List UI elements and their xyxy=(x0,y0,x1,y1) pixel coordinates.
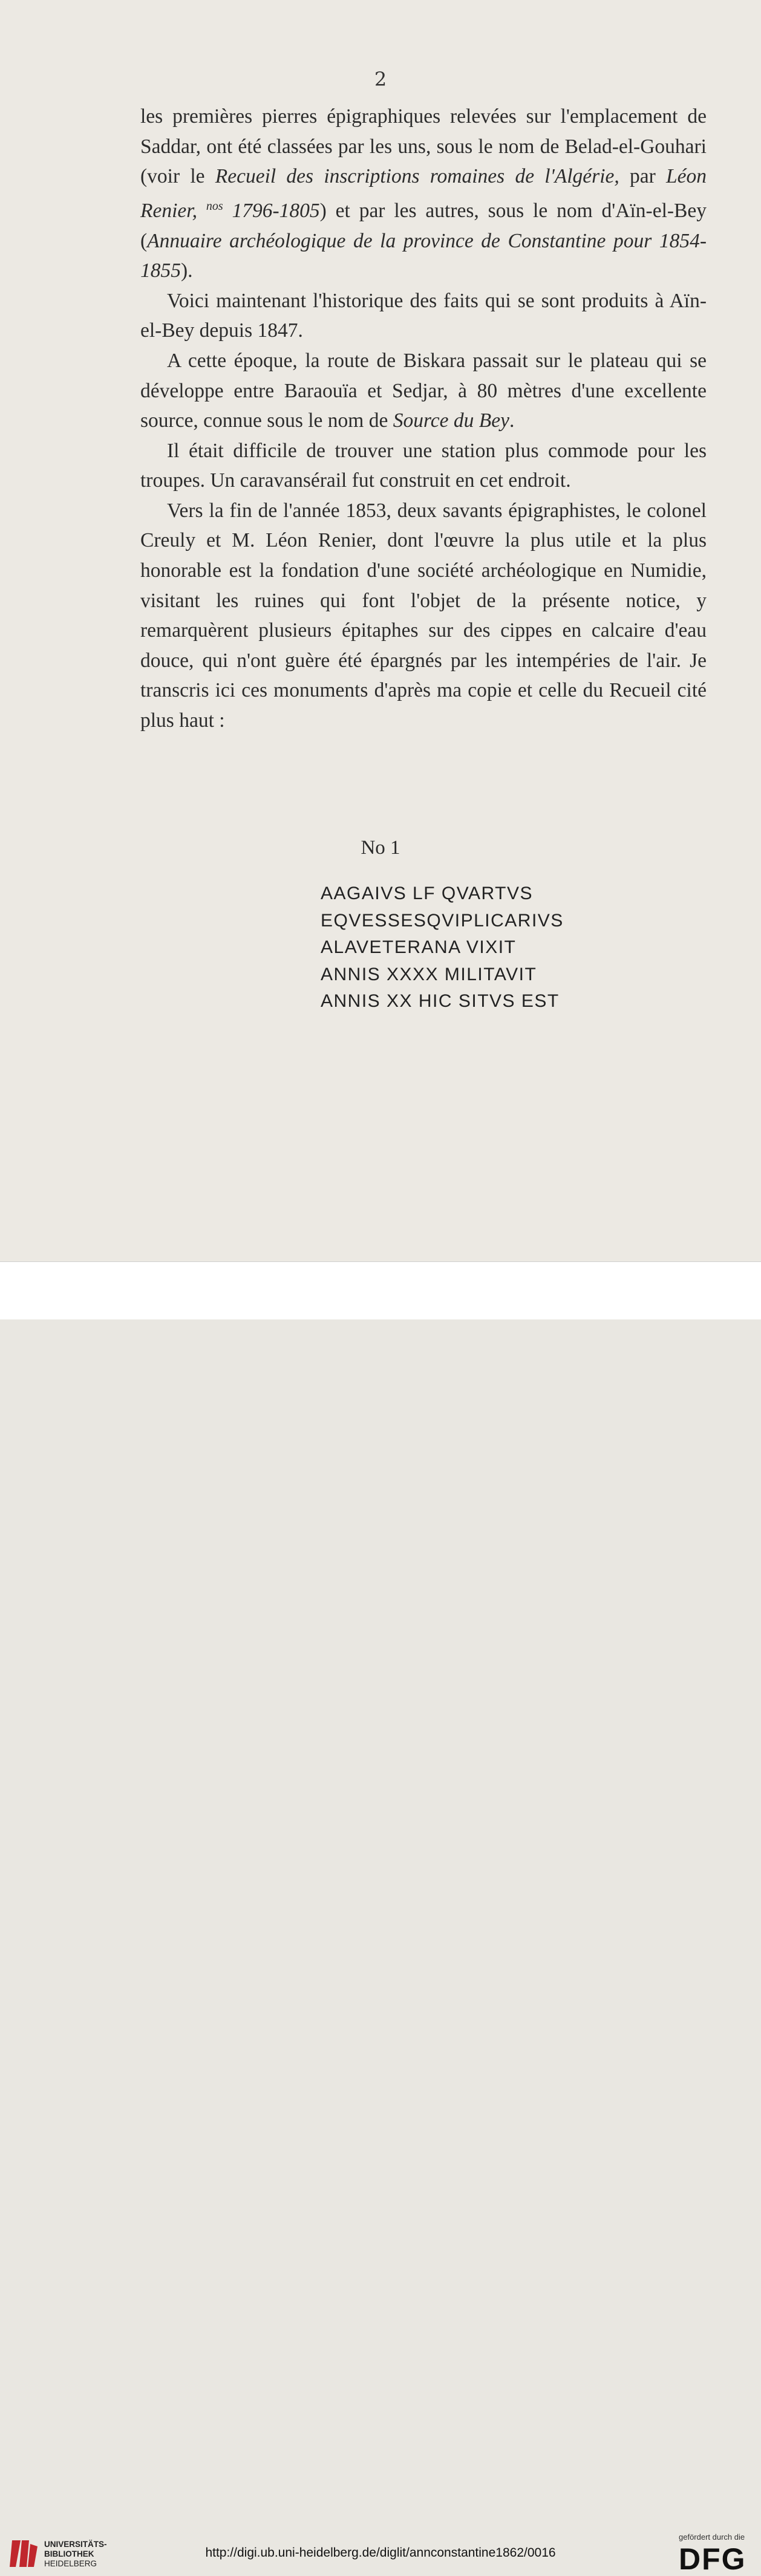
permalink-url[interactable]: http://digi.ub.uni-heidelberg.de/diglit/annconstantine1862/0016 xyxy=(205,2546,556,2560)
text-run: Voici maintenant l'historique des faits qui se sont produits à Aïn-el-Bey depuis 1847. xyxy=(140,289,707,342)
scanned-page xyxy=(0,0,761,1261)
inscription-line: ANNIS XXXX MILITAVIT xyxy=(321,964,537,984)
inscription-line: ALAVETERANA VIXIT xyxy=(321,937,517,957)
text-run: par xyxy=(619,165,666,188)
text-run: ). xyxy=(181,259,193,282)
dfg-logo: DFG xyxy=(679,2542,746,2576)
body-text xyxy=(140,102,707,736)
italic-text: Recueil des inscriptions romaines de l'Algérie, xyxy=(215,165,619,188)
paragraph xyxy=(140,496,707,736)
italic-text: Annuaire archéologique de la province de Constantine pour 1854-1855 xyxy=(140,229,707,282)
superscript-text: nos xyxy=(206,199,223,213)
text-run: les premières pierres épigraphiques relevées sur l'emplacement de Saddar, ont été classées par les uns, sous le nom de Belad-el-Gouhari (voir le xyxy=(140,105,707,188)
paragraph xyxy=(140,436,707,496)
funded-by-label: gefördert durch die xyxy=(679,2532,745,2542)
inscription-text xyxy=(321,880,564,1015)
inscription-number: No 1 xyxy=(361,837,400,859)
inscription-line: AAGAIVS LF QVARTVS xyxy=(321,883,533,903)
paragraph xyxy=(140,102,707,286)
paragraph xyxy=(140,286,707,346)
italic-text: Léon Renier, xyxy=(140,165,707,222)
text-run: . xyxy=(509,409,515,432)
library-name: UNIVERSITÄTS- BIBLIOTHEK HEIDELBERG xyxy=(44,2540,107,2568)
inscription-line: ANNIS XX HIC SITVS EST xyxy=(321,991,560,1011)
inscription-line: EQVESSESQVIPLICARIVS xyxy=(321,910,564,931)
italic-text: 1796-1805 xyxy=(232,199,320,222)
text-run: ) et par les autres, sous le nom d'Aïn-el-Bey ( xyxy=(140,199,707,252)
paragraph xyxy=(140,346,707,436)
italic-text: Source du Bey xyxy=(393,409,509,432)
text-run: Vers la fin de l'année 1853, deux savants épigraphistes, le colonel Creuly et M. Léon Renier, dont l'œuvre la plus utile et la plus honorable est la fondation d'une société archéologique en Numidie, visitant les ruines qui font l'objet de la présente notice, y remarquèrent plusieurs épitaphes sur des cippes en calcaire d'eau douce, qui n'ont guère été épargnés par les intempéries de l'air. Je transcris ici ces monuments d'après ma copie et celle du Recueil cité plus haut : xyxy=(140,499,707,732)
text-run xyxy=(223,200,232,222)
page-number: 2 xyxy=(374,68,387,91)
text-run: Il était difficile de trouver une station plus commode pour les troupes. Un caravansérail fut construit en cet endroit. xyxy=(140,439,707,492)
footer-bar xyxy=(0,1261,761,2576)
text-run: A cette époque, la route de Biskara passait sur le plateau qui se développe entre Baraouïa et Sedjar, à 80 mètres d'une excellente source, connue sous le nom de xyxy=(140,349,707,432)
text-run xyxy=(197,200,206,222)
